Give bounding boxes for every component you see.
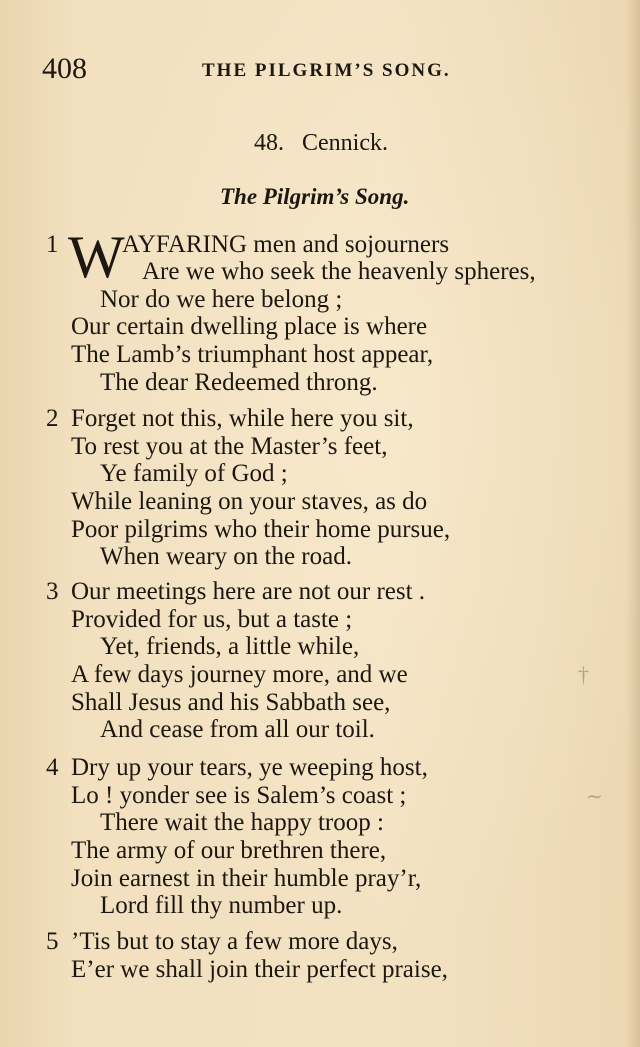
ink-mark: ∼	[586, 786, 603, 808]
stanza-line: Nor do we here belong ;	[100, 286, 343, 313]
stanza-line: While leaning on your staves, as do	[71, 488, 428, 515]
stanza-line: Forget not this, while here you sit,	[71, 405, 414, 432]
stanza-line: Our certain dwelling place is where	[71, 313, 428, 340]
page-number: 408	[42, 52, 87, 85]
stanza-line: AYFARING men and sojourners	[122, 231, 450, 258]
hymn-number: 48.	[254, 130, 284, 156]
ink-mark: †	[578, 662, 589, 687]
running-title: THE PILGRIM’S SONG.	[202, 60, 451, 81]
stanza-number: 3	[46, 578, 59, 605]
stanza-line: The dear Redeemed throng.	[100, 369, 378, 396]
stanza-line: Provided for us, but a taste ;	[71, 606, 353, 633]
stanza-line: Poor pilgrims who their home pursue,	[71, 516, 451, 543]
hymn-title: The Pilgrim’s Song.	[220, 184, 410, 209]
stanza-line: Lord fill thy number up.	[100, 892, 343, 919]
stanza-line: There wait the happy troop :	[100, 809, 384, 836]
stanza-line: Our meetings here are not our rest .	[71, 578, 426, 605]
page-edge-shadow	[626, 0, 640, 1047]
stanza-number: 1	[46, 231, 59, 258]
drop-cap: W	[68, 224, 125, 290]
stanza-line: When weary on the road.	[100, 543, 352, 570]
stanza-line: Dry up your tears, ye weeping host,	[71, 754, 428, 781]
stanza-line: To rest you at the Master’s feet,	[71, 433, 388, 460]
stanza-line: Shall Jesus and his Sabbath see,	[71, 689, 391, 716]
stanza-line: The army of our brethren there,	[71, 837, 387, 864]
stanza-line: Ye family of God ;	[100, 460, 288, 487]
running-head	[42, 52, 602, 88]
stanza-line: The Lamb’s triumphant host appear,	[71, 341, 434, 368]
stanza-line: A few days journey more, and we	[71, 661, 408, 688]
stanza-number: 2	[46, 405, 59, 432]
stanza-number: 4	[46, 754, 59, 781]
stanza-line: Lo ! yonder see is Salem’s coast ;	[71, 782, 407, 809]
stanza-number: 5	[46, 928, 59, 955]
stanza-line: Yet, friends, a little while,	[100, 633, 360, 660]
stanza-line: Are we who seek the heavenly spheres,	[142, 258, 536, 285]
stanza-line: ’Tis but to stay a few more days,	[71, 928, 398, 955]
hymn-author: Cennick.	[302, 130, 388, 156]
hymn-heading	[254, 130, 388, 157]
stanza-line: And cease from all our toil.	[100, 716, 375, 743]
stanza-line: E’er we shall join their perfect praise,	[71, 956, 448, 983]
stanza-line: Join earnest in their humble pray’r,	[71, 865, 422, 892]
